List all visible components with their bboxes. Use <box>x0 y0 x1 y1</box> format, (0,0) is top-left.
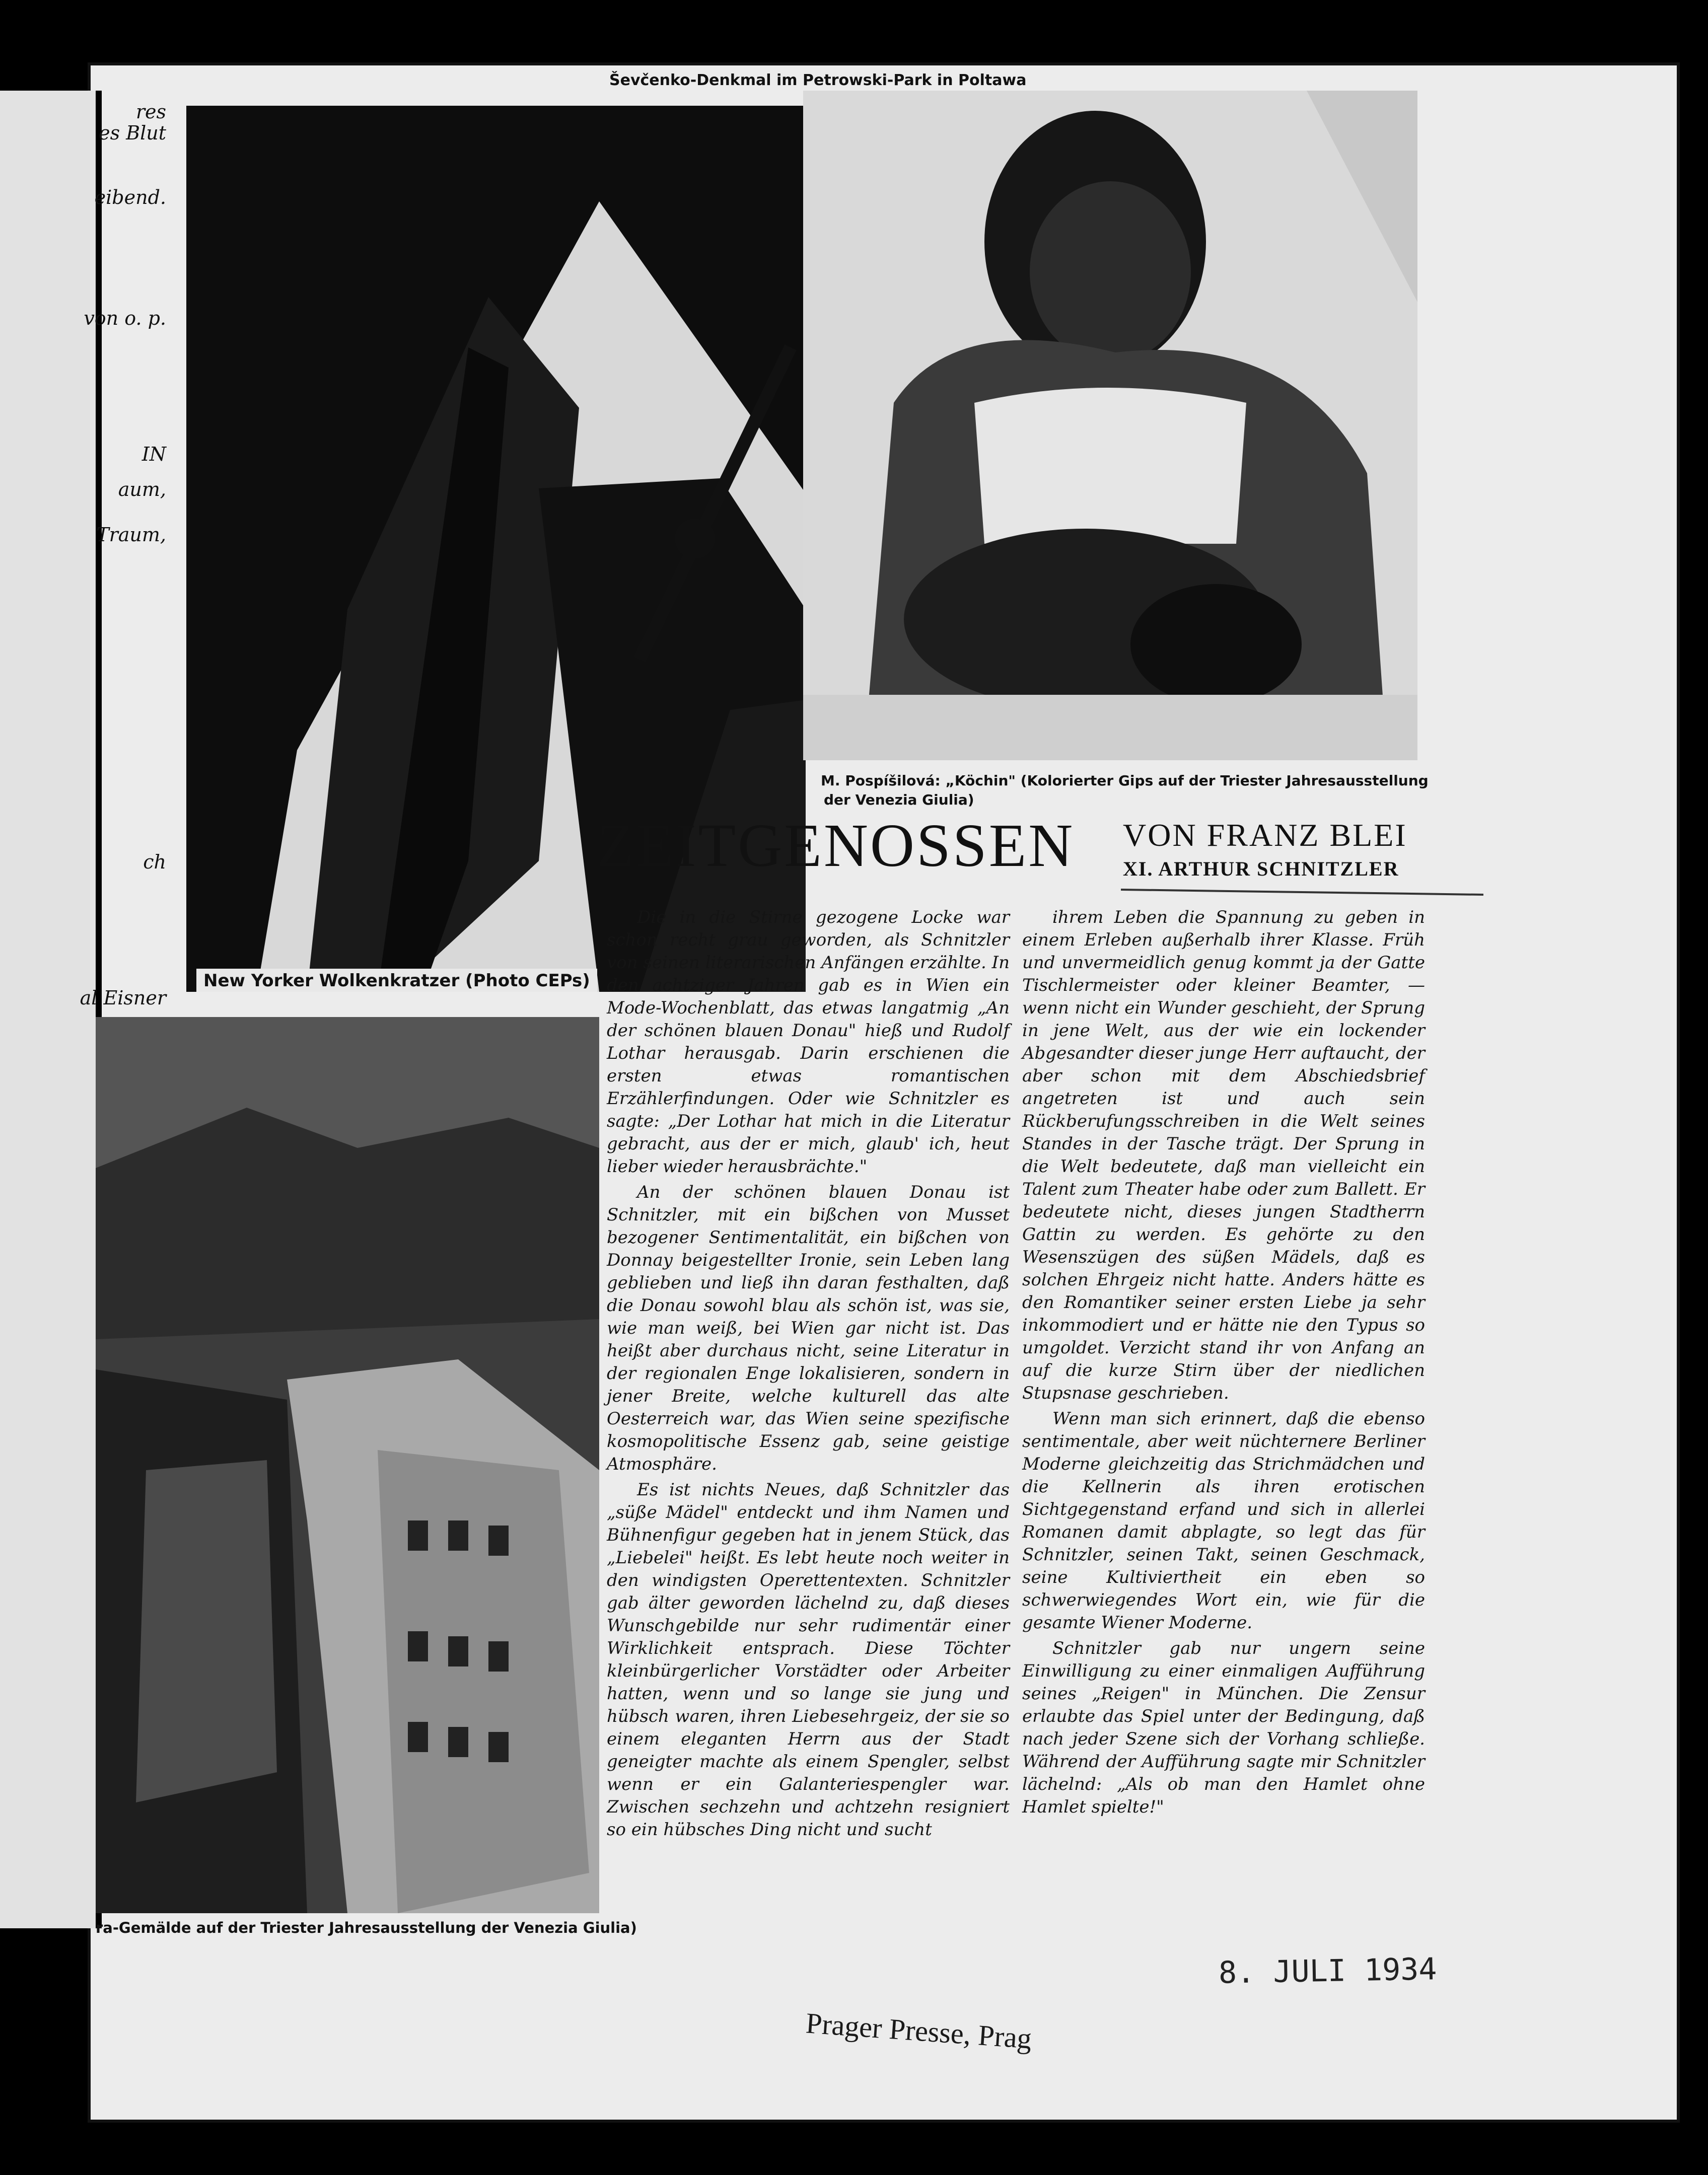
left-fragment: eibend. <box>94 186 166 208</box>
left-fragment: aum, <box>118 478 166 500</box>
article-column-1 <box>607 906 1010 1844</box>
article-paragraph: Es ist nichts Neues, daß Schnitzler das „süße Mädel" entdeckt und ihm Namen und Bühnenfigur gegeben hat in jenem Stück, das „Liebelei" heißt. Es lebt heute noch weiter in den windigsten Operettentexten. Schnitzler gab älter geworden lächelnd zu, daß dieses Wunschgebilde nur sehr rudimentär einer Wirklichkeit entsprach. Diese Töchter kleinbürgerlicher Vorstädter oder Arbeiter hatten, wenn und so lange sie jung und hübsch waren, ihren Liebesehrgeiz, der sie so einem eleganten Herrn aus der Stadt geneigter machte als einem Spengler, selbst wenn er ein Galanteriespengler war. Zwischen sechzehn und achtzehn resigniert so ein hübsches Ding nicht und sucht <box>607 1480 1010 1840</box>
left-adjacent-clipping <box>0 91 166 1928</box>
koechin-sculpture-photo <box>803 91 1417 760</box>
date-stamp: 8. JULI 1934 <box>1218 1951 1438 1991</box>
left-fragment: al Eisner <box>80 987 166 1009</box>
headline-subtitle: XI. ARTHUR SCHNITZLER <box>1123 857 1399 880</box>
article-paragraph: Schnitzler gab nur ungern seine Einwilligung zu einer einmaligen Aufführung seines „Reigen" in München. Die Zensur erlaubte das Spiel unter der Bedingung, daß nach jeder Szene sich der Vorhang schließe. Während der Aufführung sagte mir Schnitzler lächelnd: „Als ob man den Hamlet ohne Hamlet spielte!" <box>1022 1638 1425 1817</box>
left-fragment: Traum, <box>96 524 166 546</box>
skyscraper-caption: New Yorker Wolkenkratzer (Photo CEPs) <box>196 969 597 992</box>
koechin-caption-line1: M. Pospíšilová: „Köchin" (Kolorierter Gips auf der Triester Jahresausstellung <box>821 772 1429 789</box>
koechin-caption-line2: der Venezia Giulia) <box>824 791 974 808</box>
article-paragraph: Wenn man sich erinnert, daß die ebenso sentimentale, aber weit nüchternere Berliner Moderne gleichzeitig das Strichmädchen und die Kellnerin als ihren erotischen Sichtgegenstand erfand und sich in allerlei Romanen damit abplagte, so legt das für Schnitzler, seinen Takt, seinen Geschmack, seine Kultiviertheit ein eben so schwerwiegendes Wort ein, wie für die gesamte Wiener Moderne. <box>1022 1409 1425 1633</box>
article-paragraph: An der schönen blauen Donau ist Schnitzler, mit ein bißchen von Musset bezogener Sentimentalität, ein bißchen von Donnay beigestellter Ironie, sein Leben lang geblieben und ließ ihn daran festhalten, daß die Donau sowohl blau als schön ist, was sie, wie man weiß, bei Wien gar nicht ist. Das heißt aber durchaus nicht, seine Literatur in der regionalen Enge lokalisieren, sondern in jener Breite, welche kulturell das alte Oesterreich war, das Wien seine spezifische kosmopolitische Essenz gab, seine geistige Atmosphäre. <box>607 1182 1010 1474</box>
painting-caption: ra-Gemälde auf der Triester Jahresausstellung der Venezia Giulia) <box>96 1919 637 1936</box>
headline-byline: VON FRANZ BLEI <box>1123 817 1407 853</box>
painting-photo <box>96 1017 599 1913</box>
left-fragment: ch <box>143 851 166 873</box>
left-fragment: von o. p. <box>84 307 166 329</box>
left-fragment: IN <box>141 443 166 465</box>
article-paragraph: Die in die Stirne gezogene Locke war schon recht grau geworden, als Schnitzler von seinen literarischen Anfängen erzählte. In den achtziger Jahren gab es in Wien ein Mode-Wochenblatt, das etwas langatmig „An der schönen blauen Donau" hieß und Rudolf Lothar herausgab. Darin erschienen die ersten etwas romantischen Erzählerfindungen. Oder wie Schnitzler es sagte: „Der Lothar hat mich in die Literatur gebracht, aus der er mich, glaub' ich, heut lieber wieder herausbrächte." <box>607 907 1010 1177</box>
headline-title: ZEITGENOSSEN <box>597 812 1075 880</box>
left-fragment: es Blut <box>99 122 166 144</box>
article-paragraph: ihrem Leben die Spannung zu geben in einem Erleben außerhalb ihrer Klasse. Früh und unvermeidlich genug kommt ja der Gatte Tischlermeister oder kleiner Beamter, — wenn nicht ein Wunder geschieht, der Sprung in jene Welt, aus der wie ein lockender Abgesandter dieser junge Herr auftaucht, der aber schon mit dem Abschiedsbrief angetreten ist und auch sein Rückberufungsschreiben in die Welt seines Standes in der Tasche trägt. Der Sprung in die Welt bedeutete, daß man vielleicht ein Talent zum Theater habe oder zum Ballett. Er bedeutete nicht, dieses jungen Stadtherrn Gattin zu werden. Es gehörte zu den Wesenszügen des süßen Mädels, daß es solchen Ehrgeiz nicht hatte. Anders hätte es den Romantiker seiner ersten Liebe ja sehr inkommodiert und er hätte nie den Typus so umgoldet. Verzicht stand ihr von Anfang an auf die kurze Stirn über der niedlichen Stupsnase geschrieben. <box>1022 907 1425 1403</box>
source-stamp: Prager Presse, Prag <box>805 2006 1033 2055</box>
article-column-2 <box>1022 906 1425 1822</box>
top-photo-caption: Ševčenko-Denkmal im Petrowski-Park in Poltawa <box>609 71 1027 89</box>
left-fragment: res <box>135 101 166 123</box>
